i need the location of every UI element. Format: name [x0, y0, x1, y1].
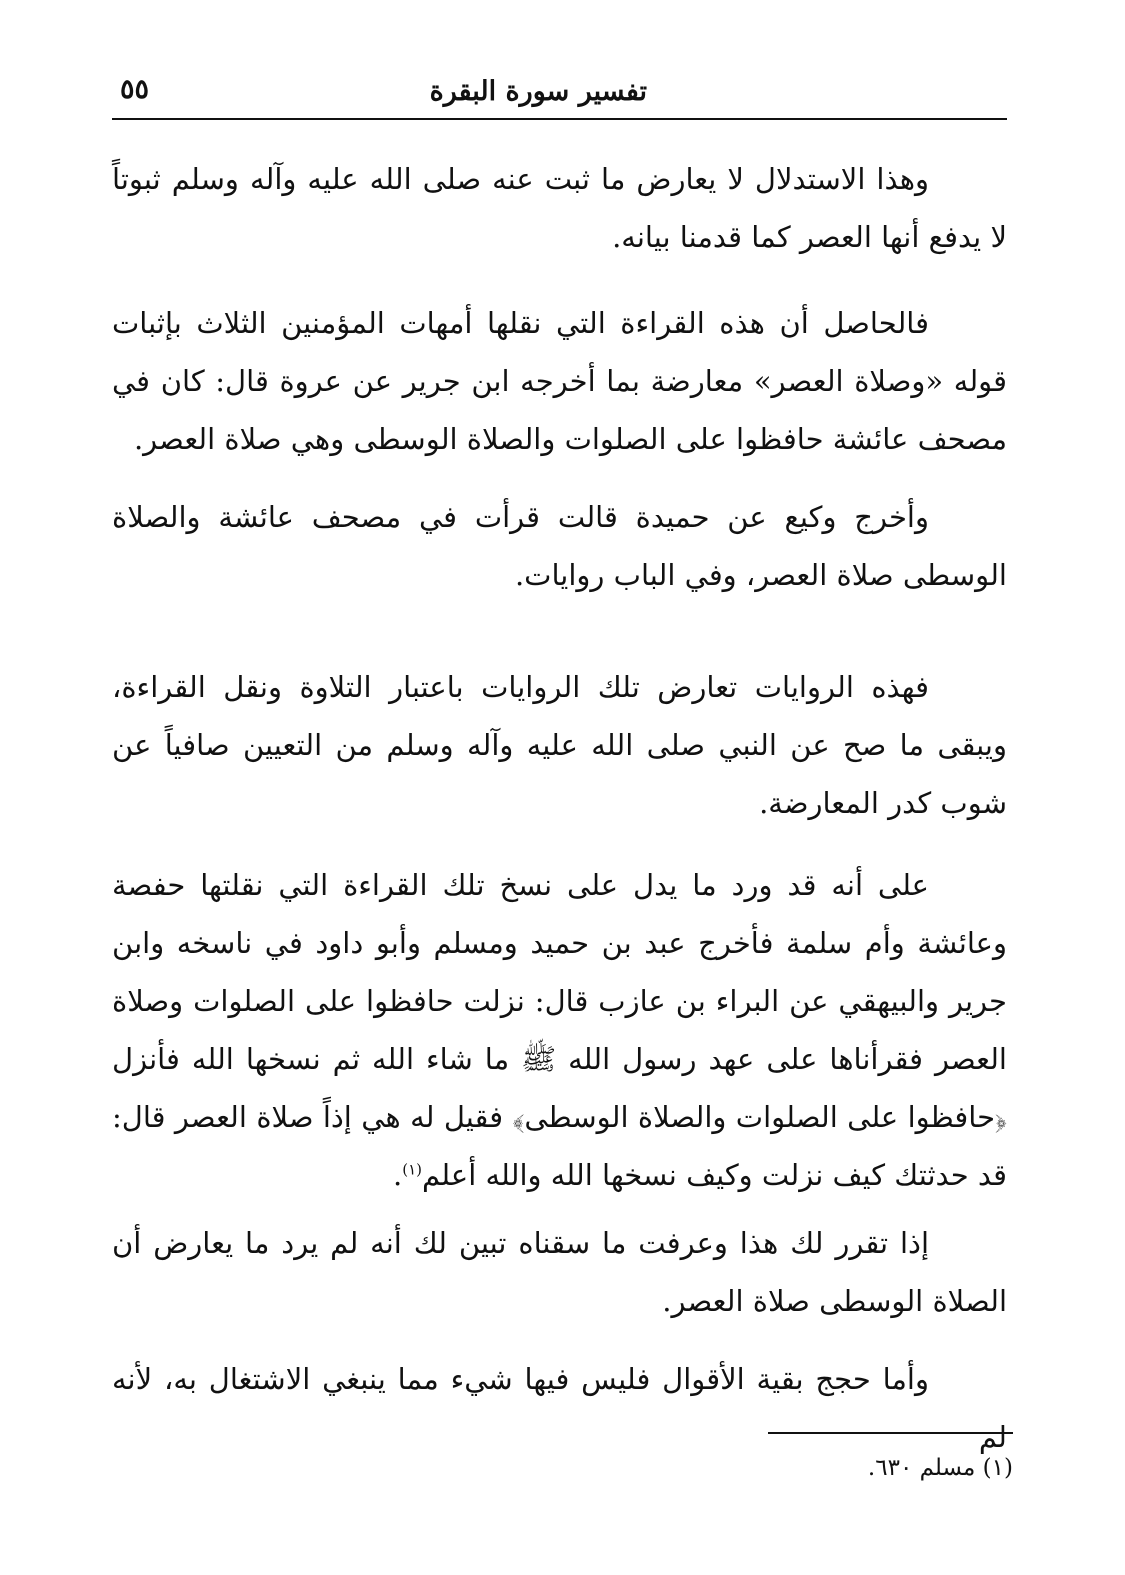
paragraph-4: فهذه الروايات تعارض تلك الروايات باعتبار التلاوة ونقل القراءة، ويبقى ما صح عن النبي صلى الله عليه وآله وسلم من التعيين صافياً عن شوب كدر المعارضة.	[112, 670, 1007, 820]
footnote-reference: (١)	[402, 1160, 422, 1179]
page-title: تفسير سورة البقرة	[429, 76, 647, 107]
paragraph-6: إذا تقرر لك هذا وعرفت ما سقناه تبين لك أنه لم يرد ما يعارض أن الصلاة الوسطى صلاة العصر.	[112, 1226, 1007, 1318]
page-number: ٥٥	[120, 74, 150, 105]
paragraph-5	[112, 856, 1007, 1204]
paragraph-2: فالحاصل أن هذه القراءة التي نقلها أمهات المؤمنين الثلاث بإثبات قوله «وصلاة العصر» معارضة بما أخرجه ابن جرير عن عروة قال: كان في مصحف عائشة حافظوا على الصلوات والصلاة الوسطى وهي صلاة العصر.	[112, 306, 1007, 456]
paragraph-5-end: .	[393, 1158, 403, 1192]
paragraph-5-text: على أنه قد ورد ما يدل على نسخ تلك القراءة التي نقلتها حفصة وعائشة وأم سلمة فأخرج عبد بن حميد ومسلم وأبو داود في ناسخه وابن جرير والبيهقي عن البراء بن عازب قال: نزلت حافظوا على الصلوات وصلاة العصر فقرأناها على عهد رسول الله ﷺ ما شاء الله ثم نسخها الله فأنزل ﴿حافظوا على الصلوات والصلاة الوسطى﴾ فقيل له هي إذاً صلاة العصر قال: قد حدثتك كيف نزلت وكيف نسخها الله والله أعلم	[112, 868, 1007, 1192]
footnote-divider	[768, 1432, 1013, 1434]
paragraph-7: وأما حجج بقية الأقوال فليس فيها شيء مما ينبغي الاشتغال به، لأنه لم	[112, 1362, 1007, 1454]
paragraph-1: وهذا الاستدلال لا يعارض ما ثبت عنه صلى الله عليه وآله وسلم ثبوتاً لا يدفع أنها العصر كما قدمنا بيانه.	[112, 162, 1007, 254]
header-divider	[112, 118, 1007, 120]
paragraph-3: وأخرج وكيع عن حميدة قالت قرأت في مصحف عائشة والصلاة الوسطى صلاة العصر، وفي الباب روايات.	[112, 500, 1007, 592]
footnote: (١) مسلم ٦٣٠.	[867, 1455, 1013, 1481]
running-header	[112, 70, 1012, 118]
